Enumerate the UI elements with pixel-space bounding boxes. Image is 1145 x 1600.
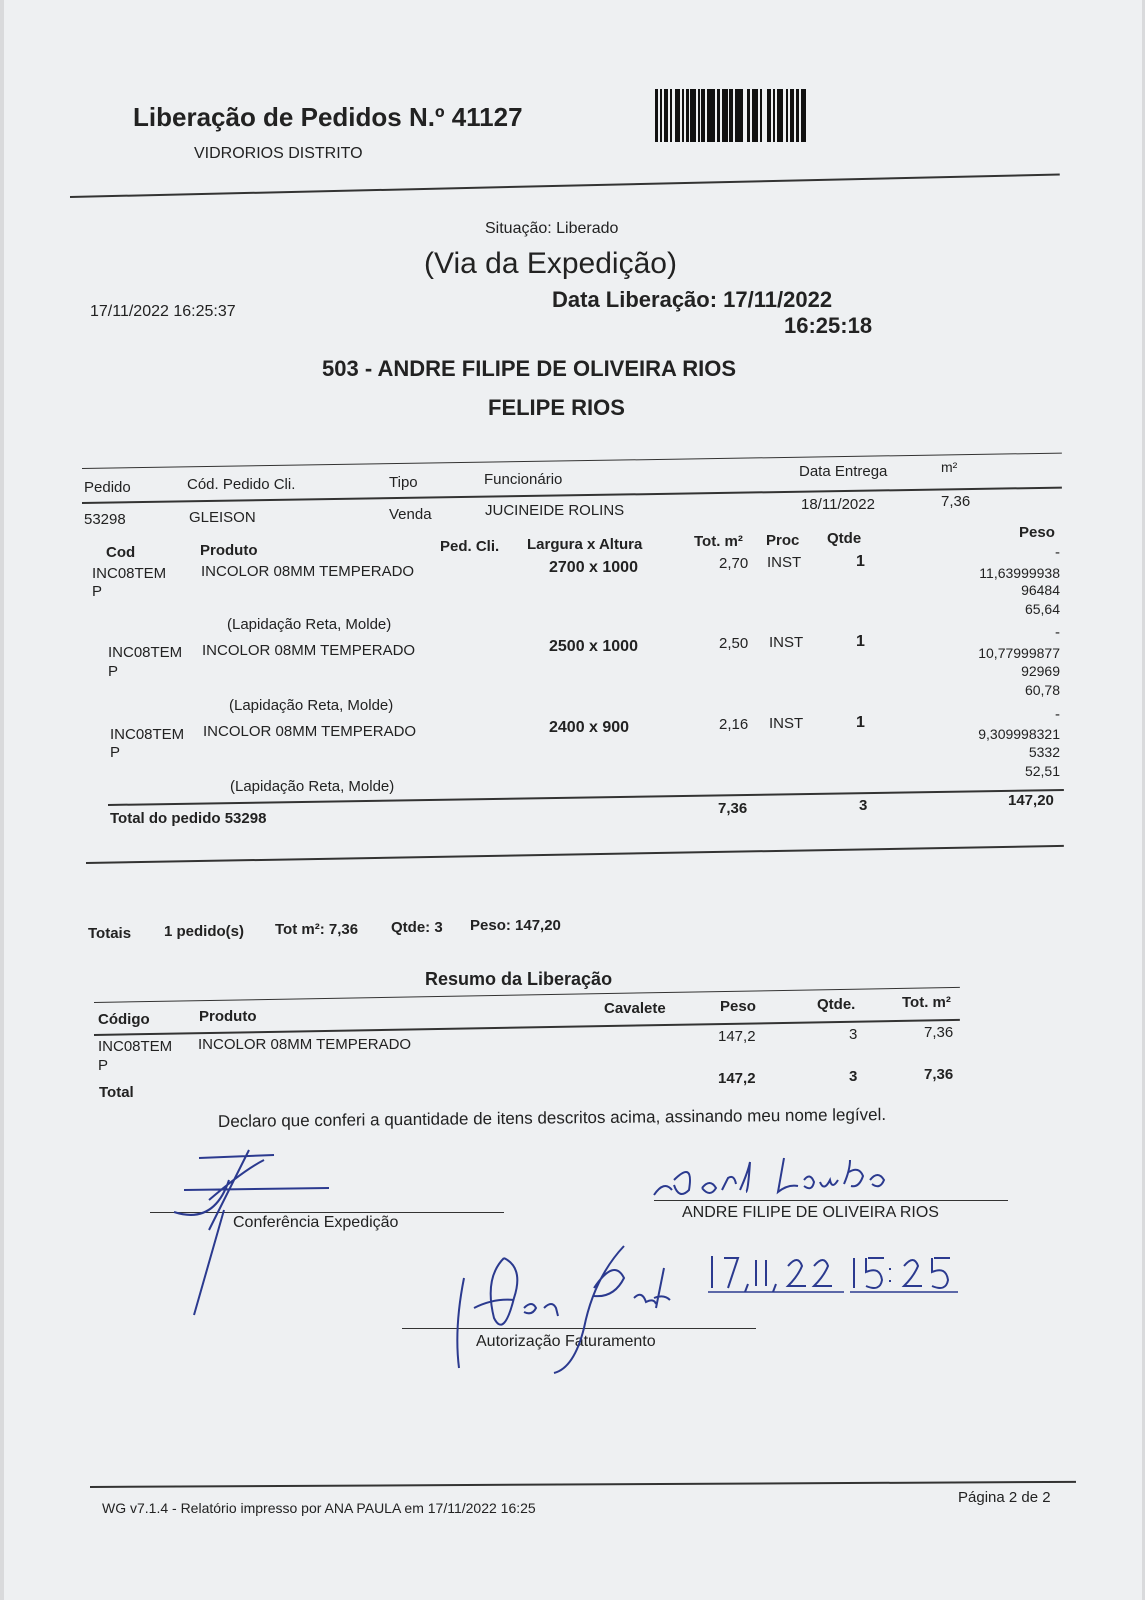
item-1-peso-raw: 11,63999938 xyxy=(979,565,1060,581)
conferencia-handwritten-signature xyxy=(154,1140,354,1320)
item-1-cod-cont: P xyxy=(92,583,103,600)
order-total-qtde: 3 xyxy=(859,797,868,814)
resumo-row-peso: 147,2 xyxy=(718,1028,756,1045)
item-2-obs: (Lapidação Reta, Molde) xyxy=(229,697,394,714)
release-time: 16:25:18 xyxy=(784,313,873,338)
release-date: Data Liberação: 17/11/2022 xyxy=(552,287,833,312)
order-pedido: 53298 xyxy=(84,511,126,528)
resumo-col-tot: Tot. m² xyxy=(902,994,951,1011)
item-2-peso-raw: 10,77999877 xyxy=(978,645,1060,661)
item-1-peso-dash: - xyxy=(1055,544,1060,561)
resumo-row-produto: INCOLOR 08MM TEMPERADO xyxy=(198,1036,412,1053)
resumo-total-tot: 7,36 xyxy=(924,1066,954,1083)
order-header-top-rule xyxy=(82,453,1062,469)
item-3-cod: INC08TEM xyxy=(110,726,185,743)
item-1-obs: (Lapidação Reta, Molde) xyxy=(227,616,392,633)
items-col-ped-cli: Ped. Cli. xyxy=(440,538,500,555)
item-2-tot: 2,50 xyxy=(719,635,749,652)
order-tipo: Venda xyxy=(389,506,432,523)
item-1-proc: INST xyxy=(767,554,802,571)
footer-rule xyxy=(90,1481,1076,1488)
items-col-tot-m2: Tot. m² xyxy=(694,533,743,550)
resumo-row-qtde: 3 xyxy=(849,1026,858,1043)
company-name: VIDRORIOS DISTRITO xyxy=(194,145,363,162)
via-label: (Via da Expedição) xyxy=(424,247,677,280)
order-total-peso: 147,20 xyxy=(1008,792,1054,809)
items-col-proc: Proc xyxy=(766,532,800,549)
resumo-total-label: Total xyxy=(99,1084,134,1101)
order-data-entrega: 18/11/2022 xyxy=(801,496,875,513)
item-1-dims: 2700 x 1000 xyxy=(549,559,638,576)
footer-print-info: WG v7.1.4 - Relatório impresso por ANA PAULA em 17/11/2022 16:25 xyxy=(102,1500,536,1516)
autorizacao-label: Autorização Faturamento xyxy=(476,1333,656,1350)
item-3-proc: INST xyxy=(769,715,804,732)
item-1-peso: 65,64 xyxy=(1024,601,1060,617)
resumo-col-codigo: Código xyxy=(98,1011,150,1028)
order-funcionario: JUCINEIDE ROLINS xyxy=(485,502,625,519)
item-2-proc: INST xyxy=(769,634,804,651)
resumo-col-peso: Peso xyxy=(720,998,756,1015)
conferencia-label: Conferência Expedição xyxy=(233,1214,399,1231)
item-3-peso-raw-cont: 5332 xyxy=(1028,744,1060,760)
print-timestamp: 17/11/2022 16:25:37 xyxy=(90,303,236,320)
items-col-peso: Peso xyxy=(1019,524,1055,541)
order-m2: 7,36 xyxy=(941,493,971,510)
item-3-peso-raw: 9,309998321 xyxy=(978,726,1060,742)
client-signature-name: ANDRE FILIPE DE OLIVEIRA RIOS xyxy=(682,1204,939,1221)
page-number: Página 2 de 2 xyxy=(958,1489,1051,1506)
item-2-peso-raw-cont: 92969 xyxy=(1021,663,1060,679)
resumo-col-qtde: Qtde. xyxy=(817,996,856,1013)
resumo-row-cod-cont: P xyxy=(98,1057,109,1074)
item-3-tot: 2,16 xyxy=(719,716,749,733)
totals-qtde: Qtde: 3 xyxy=(391,919,443,936)
resumo-row-cod: INC08TEM xyxy=(98,1038,173,1055)
items-col-produto: Produto xyxy=(200,542,258,559)
barcode xyxy=(655,89,831,142)
document-page xyxy=(4,0,1142,1600)
totals-label: Totais xyxy=(88,925,132,942)
col-cod-pedido-cli: Cód. Pedido Cli. xyxy=(187,476,296,493)
col-funcionario: Funcionário xyxy=(484,471,563,488)
totals-pedidos: 1 pedido(s) xyxy=(164,923,245,940)
order-total-tot: 7,36 xyxy=(718,800,748,817)
item-1-tot: 2,70 xyxy=(719,555,749,572)
resumo-col-produto: Produto xyxy=(199,1008,257,1025)
item-3-peso: 52,51 xyxy=(1024,763,1060,779)
autorizacao-handwritten-signature xyxy=(444,1238,684,1378)
item-3-produto: INCOLOR 08MM TEMPERADO xyxy=(203,723,417,740)
item-3-peso-dash: - xyxy=(1055,706,1060,723)
col-data-entrega: Data Entrega xyxy=(799,463,888,480)
totals-peso: Peso: 147,20 xyxy=(470,917,561,934)
col-pedido: Pedido xyxy=(84,479,131,496)
status-label: Situação: Liberado xyxy=(485,220,619,237)
item-2-dims: 2500 x 1000 xyxy=(549,638,638,655)
order-bottom-rule xyxy=(86,845,1064,864)
resumo-total-peso: 147,2 xyxy=(718,1070,756,1087)
item-1-peso-raw-cont: 96484 xyxy=(1021,582,1060,598)
item-2-peso: 60,78 xyxy=(1024,682,1060,698)
item-1-qtde: 1 xyxy=(856,553,865,570)
document-title: Liberação de Pedidos N.º 41127 xyxy=(133,102,523,132)
item-2-qtde: 1 xyxy=(856,633,865,650)
item-1-cod: INC08TEM xyxy=(92,565,167,582)
item-1-produto: INCOLOR 08MM TEMPERADO xyxy=(201,563,415,580)
item-2-produto: INCOLOR 08MM TEMPERADO xyxy=(202,642,416,659)
resumo-total-qtde: 3 xyxy=(849,1068,858,1085)
item-2-cod-cont: P xyxy=(108,663,119,680)
client-nickname: FELIPE RIOS xyxy=(488,395,625,420)
items-col-cod: Cod xyxy=(106,544,136,561)
item-2-peso-dash: - xyxy=(1055,624,1060,641)
order-total-label: Total do pedido 53298 xyxy=(110,810,267,827)
resumo-row-tot: 7,36 xyxy=(924,1024,954,1041)
handwritten-date xyxy=(704,1248,1004,1298)
item-2-cod: INC08TEM xyxy=(108,644,183,661)
col-tipo: Tipo xyxy=(389,474,418,491)
item-3-dims: 2400 x 900 xyxy=(549,719,630,736)
item-3-qtde: 1 xyxy=(856,714,865,731)
client-name: 503 - ANDRE FILIPE DE OLIVEIRA RIOS xyxy=(322,356,736,381)
item-3-obs: (Lapidação Reta, Molde) xyxy=(230,778,395,795)
resumo-title: Resumo da Liberação xyxy=(425,969,613,989)
header-divider xyxy=(70,174,1060,198)
declaration-text: Declaro que conferi a quantidade de itens descritos acima, assinando meu nome legível. xyxy=(217,1105,887,1131)
items-col-largura-altura: Largura x Altura xyxy=(527,536,643,553)
order-cod-cli: GLEISON xyxy=(189,509,256,526)
item-3-cod-cont: P xyxy=(110,744,121,761)
col-m2: m² xyxy=(941,459,958,475)
totals-tot-m2: Tot m²: 7,36 xyxy=(275,921,359,938)
resumo-col-cavalete: Cavalete xyxy=(604,1000,666,1017)
client-handwritten-signature xyxy=(644,1150,904,1210)
items-col-qtde: Qtde xyxy=(827,530,862,547)
